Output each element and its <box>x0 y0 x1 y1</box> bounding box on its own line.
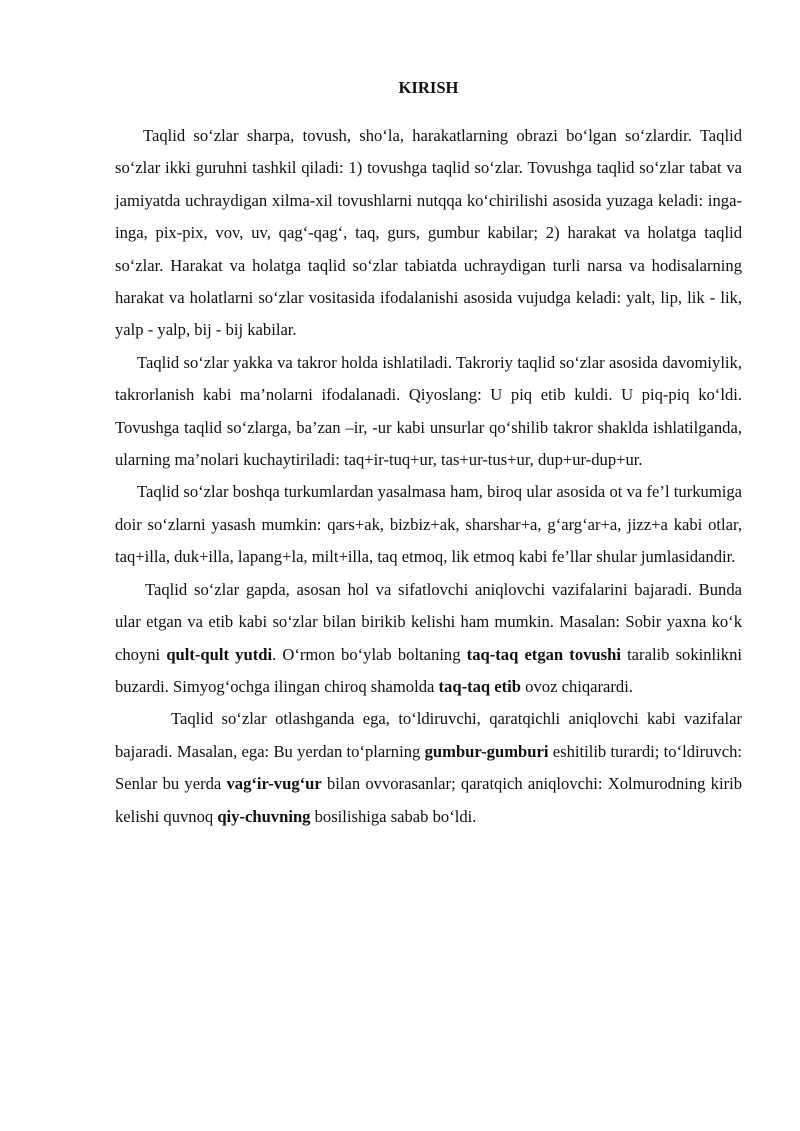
document-page <box>115 72 742 833</box>
paragraph-3: Taqlid so‘zlar boshqa turkumlardan yasalmasa ham, biroq ular asosida ot va fe’l turkumiga doir so‘zlarni yasash mumkin: qars+ak, bizbiz+ak, sharshar+a, g‘arg‘ar+a, jizz+a kabi otlar, taq+illa, duk+illa, lapang+la, milt+illa, taq etmoq, lik etmoq kabi fe’llar shular jumlasidandir. <box>115 482 742 567</box>
paragraph-4-text-3: taralib sokinlikni buzardi. Simyog‘ochga ilingan chiroq shamolda <box>115 644 742 696</box>
paragraph-5-text-4: bosilishiga sabab bo‘ldi. <box>310 806 477 826</box>
paragraph-5-text-2: eshitilib turardi; to‘ldiruvch: Senlar bu yerda <box>115 741 742 794</box>
paragraph-1: Taqlid so‘zlar sharpa, tovush, sho‘la, harakatlarning obrazi bo‘lgan so‘zlardir. Taqlid so‘zlar ikki guruhni tashkil qiladi: 1) tovushga taqlid so‘zlar. Tovushga taqlid so‘zlar tabat va jamiyatda uchraydigan xilma-xil tovushlarni nutqqa ko‘chirilishi asosida yuzaga keladi: inga-inga, pix-pix, vov, uv, qag‘-qag‘, taq, gurs, gumbur kabilar; 2) harakat va holatga taqlid so‘zlar. Harakat va holatga taqlid so‘zlar tabiatda uchraydigan turli narsa va hodisalarning harakat va holatlarni so‘zlar vositasida ifodalanishi asosida vujudga keladi: yalt, lip, lik - lik, yalp - yalp, bij - bij kabilar. <box>115 126 742 340</box>
paragraph-4-text-1: Taqlid so‘zlar gapda, asosan hol va sifatlovchi aniqlovchi vazifalarini bajaradi. Bunda ular etgan va etib kabi so‘zlar bilan birikib kelishi ham mumkin. Masalan: Sobir yaxna ko‘k choyni <box>115 579 742 664</box>
paragraph-2: Taqlid so‘zlar yakka va takror holda ishlatiladi. Takroriy taqlid so‘zlar asosida davomiylik, takrorlanish kabi ma’nolarni ifodalanadi. Qiyoslang: U piq etib kuldi. U piq-piq ko‘ldi. Tovushga taqlid so‘zlarga, ba’zan –ir, -ur kabi unsurlar qo‘shilib takror shaklda ishlatilganda, ularning ma’nolari kuchaytiriladi: taq+ir-tuq+ur, tas+ur-tus+ur, dup+ur-dup+ur. <box>115 352 742 470</box>
paragraph-4-text-4: ovoz chiqarardi. <box>521 676 633 696</box>
paragraph-5 <box>115 703 742 833</box>
paragraph-4-text-2: . O‘rmon bo‘ylab boltaning <box>272 644 467 664</box>
page-title: KIRISH <box>398 78 459 97</box>
paragraph-5-bold-2: vag‘ir-vug‘ur <box>226 774 322 794</box>
paragraph-4 <box>115 574 742 704</box>
paragraph-5-text-1: Taqlid so‘zlar otlashganda ega, to‘ldiruvchi, qaratqichli aniqlovchi kabi vazifalar bajaradi. Masalan, ega: Bu yerdan to‘plarning <box>115 709 742 761</box>
paragraph-4-bold-2: taq-taq etgan tovushi <box>466 644 621 664</box>
paragraph-5-bold-3: qiy-chuvning <box>217 806 311 826</box>
paragraph-4-bold-3: taq-taq etib <box>438 676 522 696</box>
paragraph-4-bold-1: qult-qult yutdi <box>166 644 273 664</box>
paragraph-5-text-3: bilan ovvorasanlar; qaratqich aniqlovchi: Xolmurodning kirib kelishi quvnoq <box>115 774 742 826</box>
paragraph-5-bold-1: gumbur-gumburi <box>424 741 549 761</box>
